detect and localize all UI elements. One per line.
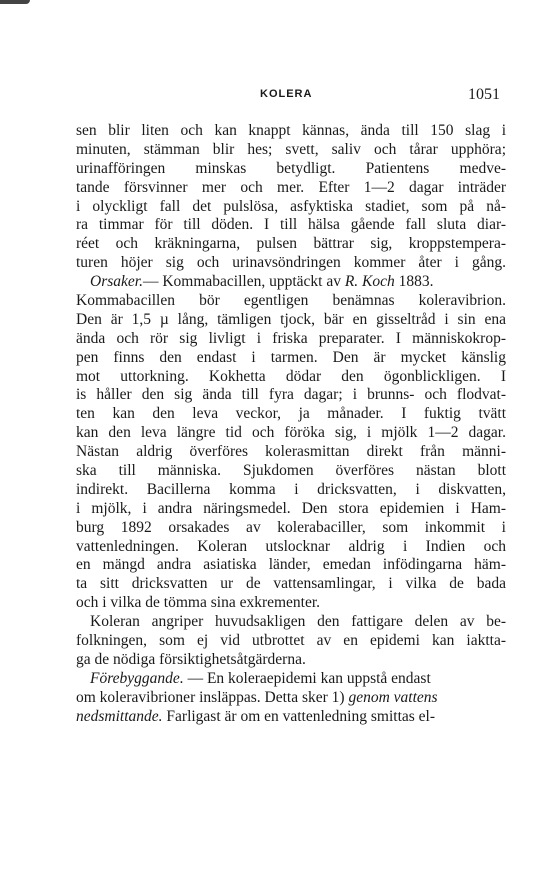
text-line: pen finns den endast i tarmen. Den är mycket känslig xyxy=(76,348,506,366)
text-line: turen höjer sig och urinavsöndringen kommer åter i gång. xyxy=(76,254,506,272)
text-line: och i vilka de tömma sina exkrementer. xyxy=(76,594,321,612)
text-fragment-italic: nedsmittande. xyxy=(76,707,163,725)
text-fragment: 1883. xyxy=(394,273,434,291)
text-line: i olyckligt fall det pulslösa, asfyktiska stadiet, som på nå- xyxy=(76,197,506,215)
text-line: kan den leva längre tid och föröka sig, i mjölk 1—2 dagar. xyxy=(76,424,506,442)
text-line: ända och rör sig livligt i friska preparater. I människokrop- xyxy=(76,329,506,347)
text-line: tande försvinner mer och mer. Efter 1—2 dagar inträder xyxy=(76,178,506,196)
page-number: 1051 xyxy=(468,86,500,103)
text-line: réet och kräkningarna, pulsen bättrar sig, kroppstempera- xyxy=(76,235,506,253)
text-line: folkningen, som ej vid utbrottet av en epidemi kan iaktta- xyxy=(76,632,506,650)
running-title: KOLERA xyxy=(260,88,313,100)
text-line xyxy=(76,689,506,708)
text-line: ra timmar för till döden. I till hälsa gående fall sluta diar- xyxy=(76,216,506,234)
forebyggande-heading: Förebyggande. xyxy=(90,669,184,687)
text-line: indirekt. Bacillerna komma i dricksvatten, i diskvatten, xyxy=(76,480,506,498)
text-line: ska till människa. Sjukdomen överföres nästan blott xyxy=(76,462,506,480)
text-line: burg 1892 orsakades av kolerabaciller, som inkommit i xyxy=(76,518,506,536)
text-line: minuten, stämman blir hes; svett, saliv och tårar upphöra; xyxy=(76,140,506,158)
text-fragment: — Kommabacillen, upptäckt av xyxy=(142,273,345,291)
orsaker-first-line xyxy=(76,273,506,292)
text-line: ta sitt dricksvatten ur de vattensamlingar, i vilka de bada xyxy=(76,575,506,593)
text-line: ten kan den leva veckor, ja månader. I fuktig tvätt xyxy=(76,405,506,423)
text-line: Koleran angriper huvudsakligen den fattigare delen av be- xyxy=(90,613,506,631)
text-line: Kommabacillen bör egentligen benämnas koleravibrion. xyxy=(76,292,506,310)
forebyggande-first-line xyxy=(76,670,506,689)
body-text xyxy=(76,122,506,727)
text-fragment: Farligast är om en vattenledning smittas el- xyxy=(162,707,436,725)
text-line: Den är 1,5 µ lång, tämligen tjock, bär en gisseltråd i sin ena xyxy=(76,310,506,328)
page-header xyxy=(80,86,500,106)
text-line: is håller den sig ända till fyra dagar; i brunns- och flodvat- xyxy=(76,386,506,404)
text-fragment: om koleravibrioner insläppas. Detta sker 1) xyxy=(76,688,349,706)
text-line: Nästan aldrig överföres kolerasmittan direkt från männi- xyxy=(76,443,506,461)
text-fragment: — En koleraepidemi kan uppstå endast xyxy=(183,669,431,687)
text-line xyxy=(76,708,506,727)
text-line: vattenledningen. Koleran utslocknar aldrig i Indien och xyxy=(76,537,506,555)
orsaker-heading: Orsaker. xyxy=(90,273,143,291)
text-line: mot uttorkning. Kokhetta dödar den ögonblickligen. I xyxy=(76,367,506,385)
text-fragment-italic: genom vattens xyxy=(348,688,438,706)
text-line: ga de nödiga försiktighetsåtgärderna. xyxy=(76,650,306,668)
text-line: i mjölk, i andra näringsmedel. Den stora epidemien i Ham- xyxy=(76,499,506,517)
text-line: urinafföringen minskas betydligt. Patientens medve- xyxy=(76,159,506,177)
text-line: en mängd andra asiatiska länder, emedan infödingarna häm- xyxy=(76,556,506,574)
author-name: R. Koch xyxy=(344,273,395,291)
text-line: sen blir liten och kan knappt kännas, ända till 150 slag i xyxy=(76,122,506,139)
scan-edge-mark xyxy=(0,0,30,4)
